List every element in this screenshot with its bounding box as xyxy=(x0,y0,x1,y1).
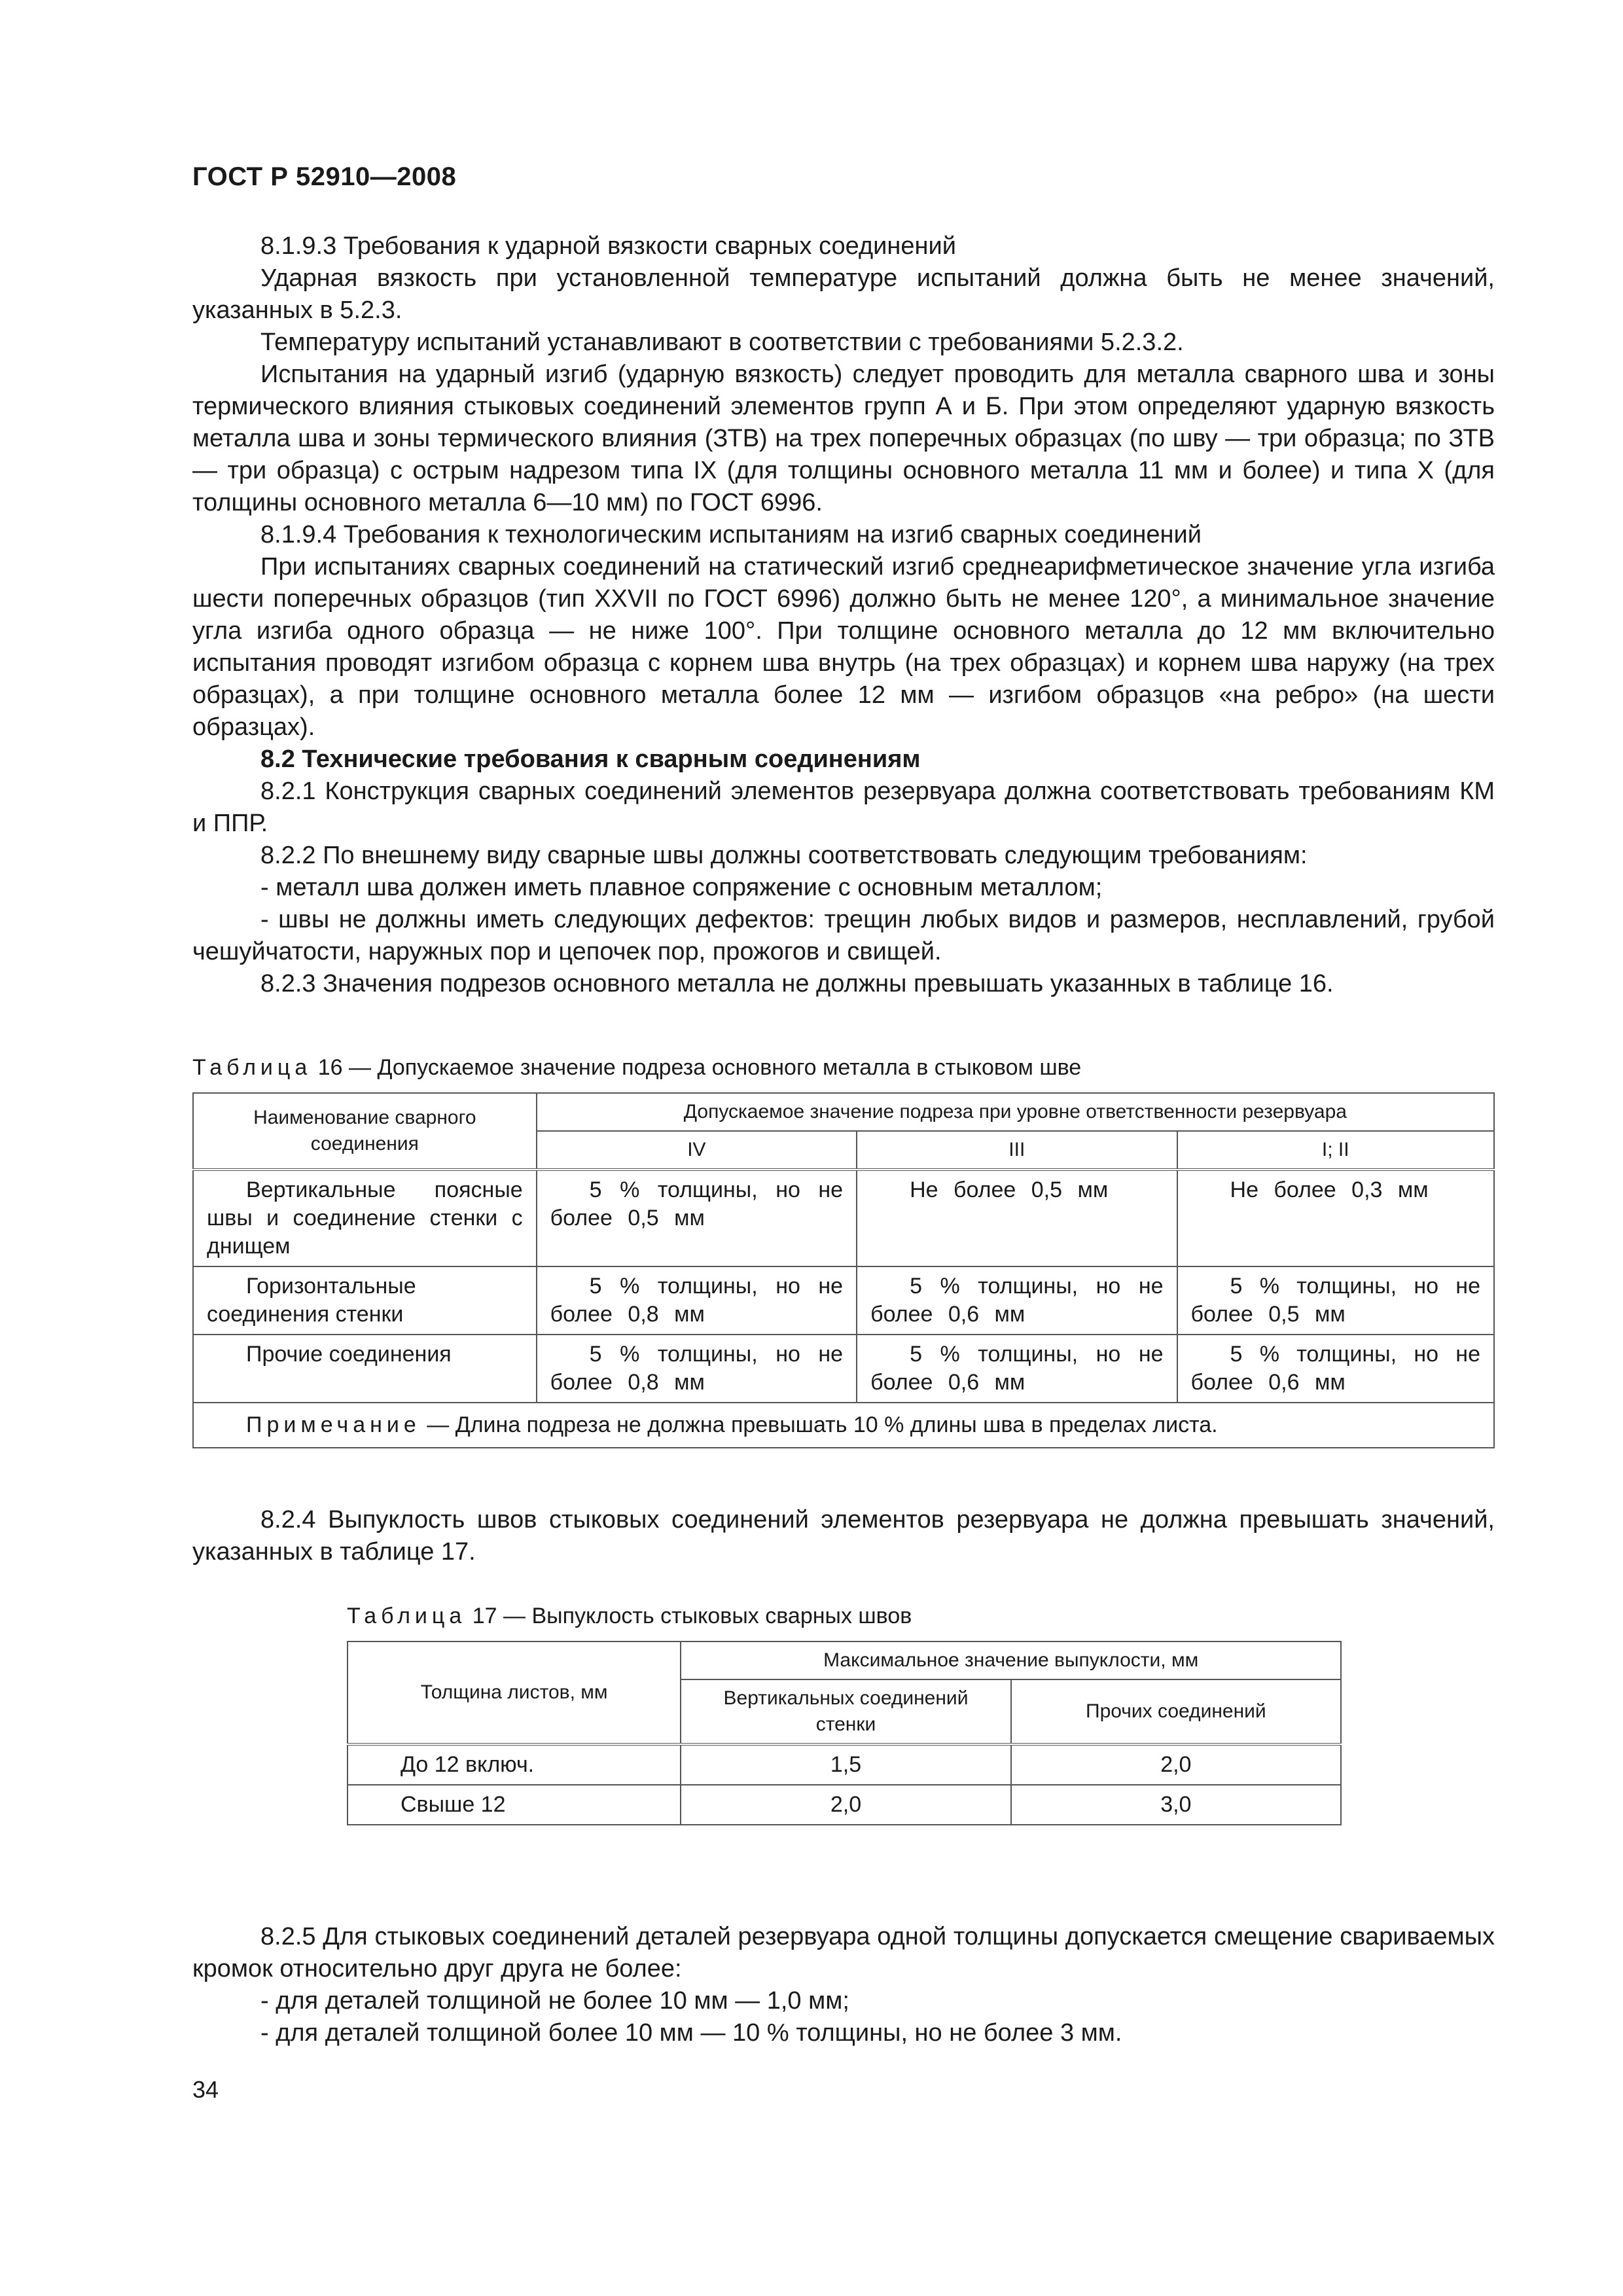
body-section-8-2-4 xyxy=(192,1504,1495,1568)
section-heading-8-2: 8.2 Технические требования к сварным соединениям xyxy=(260,745,921,773)
list-item: - металл шва должен иметь плавное сопряжение с основным металлом; xyxy=(260,874,1103,901)
table-note-row xyxy=(193,1403,1494,1448)
table-17 xyxy=(347,1641,1342,1825)
paragraph: Ударная вязкость при установленной температуре испытаний должна быть не менее значений, указанных в 5.2.3. xyxy=(192,264,1495,324)
table-cell: Горизонтальные соединения стенки xyxy=(193,1266,537,1335)
table-17-caption: Таблица 17 — Выпуклость стыковых сварных швов xyxy=(347,1604,912,1628)
table-cell: 5 % толщины, но не более 0,6 мм xyxy=(1177,1335,1494,1403)
table-16-block xyxy=(192,1055,1495,1448)
table-cell: Не более 0,5 мм xyxy=(857,1170,1177,1266)
paragraph-8-2-3: 8.2.3 Значения подрезов основного металла не должны превышать указанных в таблице 16. xyxy=(260,970,1334,997)
table-17-block xyxy=(347,1604,1342,1825)
table-16-caption: Таблица 16 — Допускаемое значение подреза основного металла в стыковом шве xyxy=(192,1055,1082,1080)
table-cell: Вертикальные поясные швы и соединение стенки с днищем xyxy=(193,1170,537,1266)
table-cell: Прочие соединения xyxy=(193,1335,537,1403)
paragraph-8-2-5: 8.2.5 Для стыковых соединений деталей резервуара одной толщины допускается смещение свариваемых кромок относительно друг друга не более: xyxy=(192,1923,1495,1982)
table-row xyxy=(193,1335,1494,1403)
table-cell: Свыше 12 xyxy=(348,1785,681,1825)
list-item: - для деталей толщиной не более 10 мм — 1,0 мм; xyxy=(260,1987,849,2015)
table-cell: 5 % толщины, но не более 0,8 мм xyxy=(537,1335,857,1403)
table-16 xyxy=(192,1092,1495,1448)
table-header-level-i-ii: I; II xyxy=(1177,1131,1494,1170)
table-header-joint-name: Наименование сварного соединения xyxy=(193,1093,537,1170)
page-number: 34 xyxy=(192,2076,219,2103)
document-header: ГОСТ Р 52910—2008 xyxy=(192,162,457,191)
table-header-level-iv: IV xyxy=(537,1131,857,1170)
paragraph: Температуру испытаний устанавливают в соответствии с требованиями 5.2.3.2. xyxy=(260,329,1184,356)
table-16-note: Примечание — Длина подреза не должна превышать 10 % длины шва в пределах листа. xyxy=(193,1403,1494,1448)
table-cell: 5 % толщины, но не более 0,6 мм xyxy=(857,1266,1177,1335)
table-header-other: Прочих соединений xyxy=(1011,1679,1341,1744)
table-row xyxy=(193,1170,1494,1266)
paragraph: При испытаниях сварных соединений на статический изгиб среднеарифметическое значение угла изгиба шести поперечных образцов (тип XXVII по ГОСТ 6996) должно быть не менее 120°, а минимальное значение угла изгиба одного образца — не ниже 100°. При толщине основного металла до 12 мм включительно испытания проводят изгибом образца с корнем шва внутрь (на трех образцах) и корнем шва наружу (на трех образцах), а при толщине основного металла более 12 мм — изгибом образцов «на ребро» (на шести образцах). xyxy=(192,553,1495,741)
paragraph-8-1-9-4: 8.1.9.4 Требования к технологическим испытаниям на изгиб сварных соединений xyxy=(260,521,1202,548)
paragraph-8-2-4: 8.2.4 Выпуклость швов стыковых соединений элементов резервуара не должна превышать значений, указанных в таблице 17. xyxy=(192,1506,1495,1566)
table-header-vertical: Вертикальных соединений стенки xyxy=(681,1679,1010,1744)
table-cell: 2,0 xyxy=(1011,1744,1341,1785)
table-cell: 5 % толщины, но не более 0,6 мм xyxy=(857,1335,1177,1403)
table-row xyxy=(348,1785,1341,1825)
table-cell: 5 % толщины, но не более 0,8 мм xyxy=(537,1266,857,1335)
list-item: - для деталей толщиной более 10 мм — 10 % толщины, но не более 3 мм. xyxy=(260,2019,1122,2047)
table-cell: 5 % толщины, но не более 0,5 мм xyxy=(537,1170,857,1266)
paragraph-8-2-1: 8.2.1 Конструкция сварных соединений элементов резервуара должна соответствовать требованиям КМ и ППР. xyxy=(192,778,1495,837)
table-row xyxy=(348,1744,1341,1785)
list-item: - швы не должны иметь следующих дефектов: трещин любых видов и размеров, несплавлений, грубой чешуйчатости, наружных пор и цепочек пор, прожогов и свищей. xyxy=(192,906,1495,965)
table-cell: 2,0 xyxy=(681,1785,1010,1825)
table-header-undercut: Допускаемое значение подреза при уровне ответственности резервуара xyxy=(537,1093,1494,1131)
table-cell: Не более 0,3 мм xyxy=(1177,1170,1494,1266)
table-header-thickness: Толщина листов, мм xyxy=(348,1641,681,1744)
paragraph-8-1-9-3: 8.1.9.3 Требования к ударной вязкости сварных соединений xyxy=(260,232,956,260)
table-cell: 3,0 xyxy=(1011,1785,1341,1825)
table-cell: До 12 включ. xyxy=(348,1744,681,1785)
table-row xyxy=(193,1266,1494,1335)
paragraph: Испытания на ударный изгиб (ударную вязкость) следует проводить для металла сварного шва и зоны термического влияния стыковых соединений элементов групп А и Б. При этом определяют ударную вязкость металла шва и зоны термического влияния (ЗТВ) на трех поперечных образцах (по шву — три образца; по ЗТВ — три образца) с острым надрезом типа IX (для толщины основного металла 11 мм и более) и типа X (для толщины основного металла 6—10 мм) по ГОСТ 6996. xyxy=(192,361,1495,516)
table-cell: 1,5 xyxy=(681,1744,1010,1785)
body-section-8-1-9 xyxy=(192,230,1495,1000)
table-header-max-convexity: Максимальное значение выпуклости, мм xyxy=(681,1641,1341,1679)
body-section-8-2-5 xyxy=(192,1921,1495,2049)
table-cell: 5 % толщины, но не более 0,5 мм xyxy=(1177,1266,1494,1335)
paragraph-8-2-2: 8.2.2 По внешнему виду сварные швы должны соответствовать следующим требованиям: xyxy=(260,842,1308,869)
table-header-level-iii: III xyxy=(857,1131,1177,1170)
